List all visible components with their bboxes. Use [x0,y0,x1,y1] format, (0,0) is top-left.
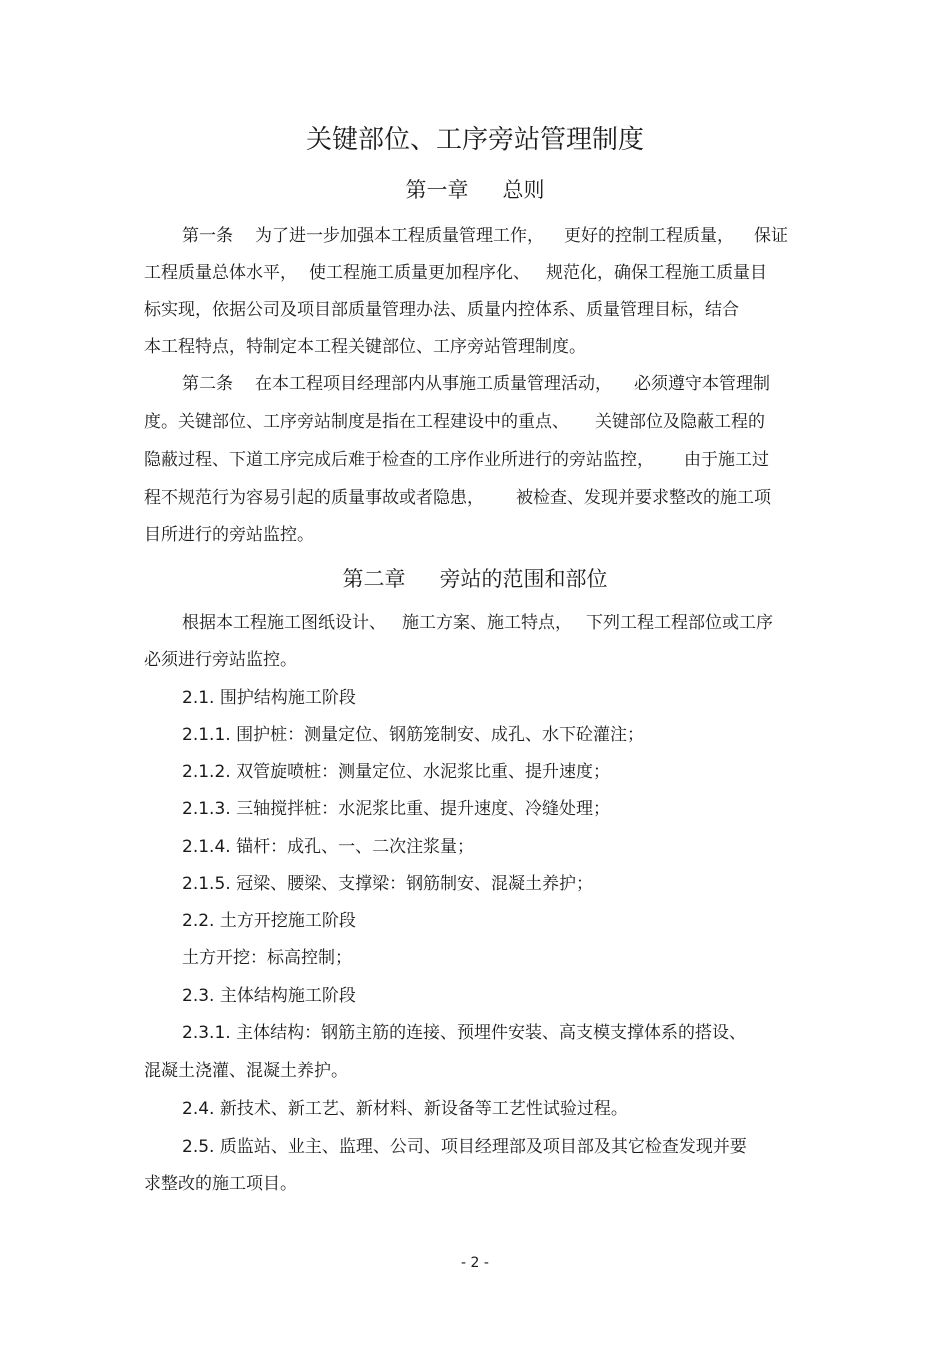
article-2-text-h: 被检查、发现并要求整改的施工项 [516,488,771,508]
article-2-text-d: 关键部位及隐蔽工程的 [595,412,765,432]
article-2-line-4 [144,486,771,510]
section-2-1-5: 2.1.5. 冠梁、腰梁、支撑梁：钢筋制安、混凝土养护； [182,874,594,894]
intro-line-1 [182,611,773,635]
section-2-4: 2.4. 新技术、新工艺、新材料、新设备等工艺性试验过程。 [182,1099,628,1119]
article-2-text-b: 必须遵守本管理制 [634,374,770,394]
chapter-2-heading [0,564,950,594]
chapter-1-number: 第一章 [405,178,469,202]
section-2-5: 2.5. 质监站、业主、监理、公司、项目经理部及项目部及其它检查发现并要 [182,1137,747,1157]
article-1-line-4: 本工程特点，特制定本工程关键部位、工序旁站管理制度。 [144,337,586,357]
chapter-2-number: 第二章 [342,567,406,591]
article-1-line-2 [144,261,767,285]
article-1-text-f: 规范化，确保工程施工质量目 [546,263,767,283]
page-number: - 2 - [461,1255,489,1271]
article-2-line-2 [144,410,765,434]
article-1-text-d: 工程质量总体水平， [144,263,297,283]
section-2-2: 2.2. 土方开挖施工阶段 [182,911,356,931]
article-2-line-3 [144,448,769,472]
article-1-text-a: 为了进一步加强本工程质量管理工作， [255,226,544,246]
section-2-2-text: 土方开挖：标高控制； [182,948,352,968]
chapter-2-name: 旁站的范围和部位 [439,567,608,591]
article-1-text-e: 使工程施工质量更加程序化、 [309,263,530,283]
article-2-text-e: 隐蔽过程、下道工序完成后难于检查的工序作业所进行的旁站监控， [144,450,654,470]
section-2-3-1-continued: 混凝土浇灌、混凝土养护。 [144,1061,348,1081]
chapter-1-heading [0,175,950,205]
section-2-3-1: 2.3.1. 主体结构：钢筋主筋的连接、预埋件安装、高支模支撑体系的搭设、 [182,1023,747,1043]
document-title: 关键部位、工序旁站管理制度 [305,125,644,155]
intro-line-2: 必须进行旁站监控。 [144,650,297,670]
article-1-text-b: 更好的控制工程质量， [564,226,734,246]
article-2-text-f: 由于施工过 [684,450,769,470]
intro-text-c: 下列工程工程部位或工序 [586,613,773,633]
chapter-1-name: 总则 [502,178,545,202]
section-2-1-3: 2.1.3. 三轴搅拌桩：水泥浆比重、提升速度、冷缝处理； [182,799,611,819]
article-2-text-c: 度。关键部位、工序旁站制度是指在工程建设中的重点、 [144,412,569,432]
section-2-1-4: 2.1.4. 锚杆：成孔、一、二次注浆量； [182,837,475,857]
section-2-3: 2.3. 主体结构施工阶段 [182,986,356,1006]
section-2-1: 2.1. 围护结构施工阶段 [182,688,356,708]
intro-text-b: 施工方案、施工特点， [402,613,572,633]
article-2-line-5: 目所进行的旁站监控。 [144,525,314,545]
section-2-1-2: 2.1.2. 双管旋喷桩：测量定位、水泥浆比重、提升速度； [182,762,611,782]
article-1-line-3: 标实现，依据公司及项目部质量管理办法、质量内控体系、质量管理目标，结合 [144,300,739,320]
article-2-text-a: 在本工程项目经理部内从事施工质量管理活动， [255,374,612,394]
article-1-line-1 [182,224,788,248]
article-2-label: 第二条 [182,374,233,394]
section-2-5-continued: 求整改的施工项目。 [144,1174,297,1194]
article-1-text-c: 保证 [754,226,788,246]
article-2-text-g: 程不规范行为容易引起的质量事故或者隐患， [144,488,484,508]
intro-text-a: 根据本工程施工图纸设计、 [182,613,386,633]
article-1-label: 第一条 [182,226,233,246]
section-2-1-1: 2.1.1. 围护桩：测量定位、钢筋笼制安、成孔、水下砼灌注； [182,725,645,745]
article-2-line-1 [182,372,770,396]
